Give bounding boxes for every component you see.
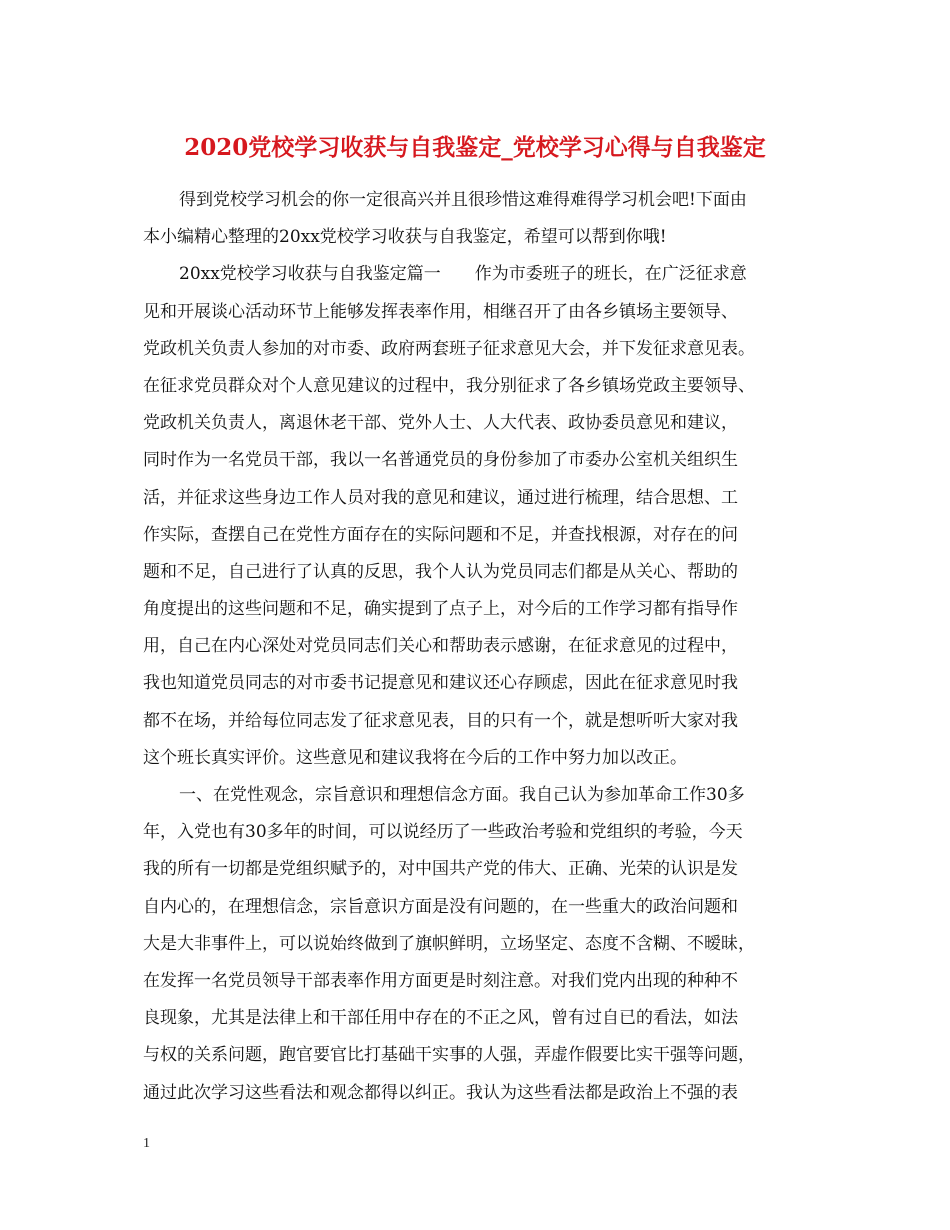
text-line: 党政机关负责人，离退休老干部、党外人士、人大代表、政协委员意见和建议， <box>143 413 738 434</box>
page-number: 1 <box>143 1136 150 1151</box>
text-line: 我也知道党员同志的对市委书记提意见和建议还心存顾虑，因此在征求意见时我 <box>143 673 738 694</box>
text-line: 用，自己在内心深处对党员同志们关心和帮助表示感谢，在征求意见的过程中， <box>143 636 738 657</box>
text-line: 一、在党性观念，宗旨意识和理想信念方面。我自己认为参加革命工作30多 <box>179 785 745 805</box>
text-line: 见和开展谈心活动环节上能够发挥表率作用，相继召开了由各乡镇场主要领导、 <box>143 301 738 322</box>
text-line: 在征求党员群众对个人意见建议的过程中，我分别征求了各乡镇场党政主要领导、 <box>143 375 755 396</box>
text-line: 年，入党也有30多年的时间，可以说经历了一些政治考验和党组织的考验，今天 <box>143 822 743 843</box>
text-line: 良现象，尤其是法律上和干部任用中存在的不正之风，曾有过自已的看法，如法 <box>143 1008 738 1029</box>
text-line: 20xx党校学习收获与自我鉴定篇一 作为市委班子的班长，在广泛征求意 <box>179 264 747 285</box>
document-body <box>143 182 833 1112</box>
text-line: 作实际，查摆自己在党性方面存在的实际问题和不足，并查找根源，对存在的问 <box>143 524 738 545</box>
text-line: 在发挥一名党员领导干部表率作用方面更是时刻注意。对我们党内出现的种种不 <box>143 970 738 991</box>
text-line: 党政机关负责人参加的对市委、政府两套班子征求意见大会，并下发征求意见表。 <box>143 338 755 359</box>
text-line: 自内心的，在理想信念，宗旨意识方面是没有问题的，在一些重大的政治问题和 <box>143 896 738 917</box>
text-line: 活，并征求这些身边工作人员对我的意见和建议，通过进行梳理，结合思想、工 <box>143 487 738 508</box>
text-line: 本小编精心整理的20xx党校学习收获与自我鉴定，希望可以帮到你哦! <box>143 227 667 248</box>
text-line: 题和不足，自己进行了认真的反思，我个人认为党员同志们都是从关心、帮助的 <box>143 561 738 582</box>
text-line: 通过此次学习这些看法和观念都得以纠正。我认为这些看法都是政治上不强的表 <box>143 1082 738 1103</box>
text-line: 这个班长真实评价。这些意见和建议我将在今后的工作中努力加以改正。 <box>143 747 687 768</box>
text-line: 同时作为一名党员干部，我以一名普通党员的身份参加了市委办公室机关组织生 <box>143 450 738 471</box>
document-title: 2020党校学习收获与自我鉴定_党校学习心得与自我鉴定 <box>184 134 766 161</box>
text-line: 角度提出的这些问题和不足，确实提到了点子上，对今后的工作学习都有指导作 <box>143 599 738 620</box>
text-line: 都不在场，并给每位同志发了征求意见表，目的只有一个，就是想听听大家对我 <box>143 710 738 731</box>
text-line: 我的所有一切都是党组织赋予的，对中国共产党的伟大、正确、光荣的认识是发 <box>143 859 738 880</box>
text-line: 得到党校学习机会的你一定很高兴并且很珍惜这难得难得学习机会吧!下面由 <box>179 190 747 210</box>
text-line: 与权的关系问题，跑官要官比打基础干实事的人强，弄虚作假要比实干强等问题， <box>143 1045 755 1066</box>
text-line: 大是大非事件上，可以说始终做到了旗帜鲜明，立场坚定、态度不含糊、不暧昧， <box>143 933 755 954</box>
